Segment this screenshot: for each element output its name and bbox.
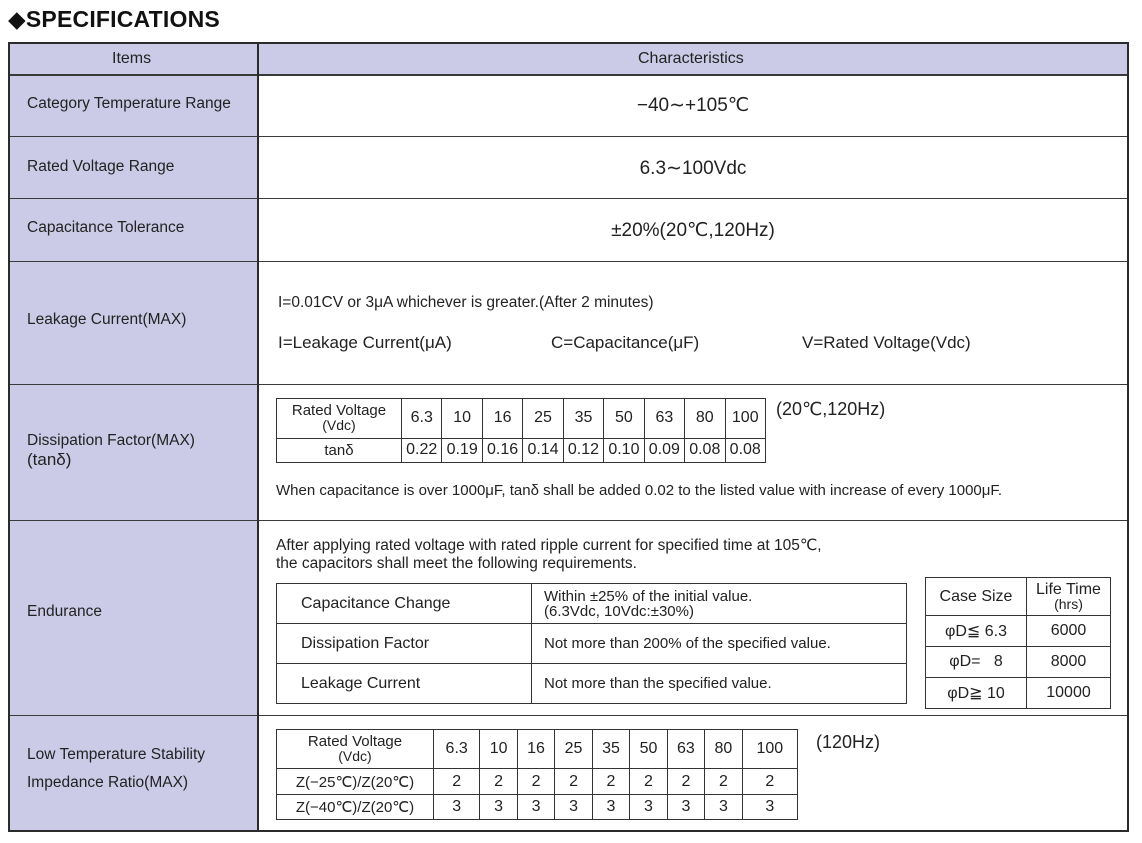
category-temperature-value: −40∼+105℃ [636, 95, 750, 116]
endurance-intro-1: After applying rated voltage with rated ripple current for specified time at 105℃, [276, 537, 822, 554]
tan-value-cell: 0.12 [563, 438, 603, 462]
lt-row1-cell: 2 [480, 769, 517, 794]
tan-value-cell: 0.16 [482, 438, 522, 462]
capacitance-tolerance-label: Capacitance Tolerance [27, 219, 185, 236]
lt-voltage-cell: 50 [630, 730, 667, 769]
low-temp-table [276, 729, 798, 820]
life-time-header: Life Time [1036, 580, 1101, 598]
dissipation-factor-label: Dissipation Factor(MAX) [27, 432, 195, 449]
tan-value-cell: 0.19 [442, 438, 482, 462]
endurance-item-cell: Capacitance Change [277, 584, 532, 624]
life-time-header-cell [1027, 578, 1111, 616]
characteristics-header: Characteristics [638, 50, 744, 67]
lt-row2-cell: 3 [434, 794, 480, 819]
case-size-header: Case Size [926, 578, 1027, 616]
endurance-spec: Within ±25% of the initial value. [544, 587, 753, 605]
tan-value-cell: 0.10 [604, 438, 644, 462]
voltage-cell: 35 [563, 399, 603, 439]
lt-row2-cell: 3 [667, 794, 704, 819]
voltage-cell: 80 [685, 399, 725, 439]
endurance-spec-cell [532, 584, 907, 624]
lt-row2-cell: 3 [555, 794, 592, 819]
leakage-def-i: I=Leakage Current(μA) [278, 333, 452, 352]
lt-row2-cell: 3 [480, 794, 517, 819]
lt-rated-voltage-header-cell [277, 730, 434, 769]
lt-voltage-cell: 10 [480, 730, 517, 769]
lt-voltage-cell: 25 [555, 730, 592, 769]
dissipation-factor-label-tan: (tanδ) [27, 450, 72, 469]
lt-row2-cell: 3 [592, 794, 629, 819]
lt-voltage-cell: 80 [705, 730, 742, 769]
rated-voltage-header-cell [277, 399, 402, 439]
dissipation-condition: (20℃,120Hz) [776, 399, 886, 419]
tan-label-cell: tanδ [277, 438, 402, 462]
rated-voltage-unit: (Vdc) [322, 417, 356, 434]
tan-value-cell: 0.14 [523, 438, 563, 462]
endurance-spec-note: (6.3Vdc, 10Vdc:±30%) [544, 602, 694, 620]
dissipation-table [276, 398, 766, 463]
life-time-unit: (hrs) [1054, 595, 1083, 612]
leakage-def-c: C=Capacitance(μF) [551, 333, 700, 352]
tan-value-cell: 0.22 [402, 438, 442, 462]
capacitance-tolerance-value: ±20%(20℃,120Hz) [611, 220, 775, 241]
voltage-cell: 25 [523, 399, 563, 439]
endurance-label: Endurance [27, 603, 102, 620]
lt-row1-cell: 2 [742, 769, 797, 794]
rated-voltage-value: 6.3∼100Vdc [639, 158, 747, 179]
endurance-spec-cell: Not more than the specified value. [532, 664, 907, 704]
voltage-cell: 63 [644, 399, 684, 439]
leakage-def-v: V=Rated Voltage(Vdc) [802, 333, 971, 352]
voltage-cell: 100 [725, 399, 766, 439]
life-hours-cell: 8000 [1027, 647, 1111, 678]
low-temp-label-2: Impedance Ratio(MAX) [27, 774, 189, 791]
lt-voltage-cell: 6.3 [434, 730, 480, 769]
category-temperature-label: Category Temperature Range [27, 95, 231, 112]
lt-row1-cell: 2 [630, 769, 667, 794]
leakage-current-label: Leakage Current(MAX) [27, 311, 187, 328]
voltage-cell: 50 [604, 399, 644, 439]
lt-voltage-cell: 63 [667, 730, 704, 769]
lt-row2-cell: 3 [705, 794, 742, 819]
case-size-cell: φD≦ 6.3 [926, 616, 1027, 647]
lt-row2-cell: 3 [630, 794, 667, 819]
life-time-table [925, 577, 1111, 709]
case-size-cell: φD≧ 10 [926, 678, 1027, 709]
endurance-spec-cell: Not more than 200% of the specified value. [532, 624, 907, 664]
lt-voltage-cell: 35 [592, 730, 629, 769]
items-header: Items [112, 50, 152, 67]
voltage-cell: 16 [482, 399, 522, 439]
page-title: ◆SPECIFICATIONS [8, 6, 220, 32]
lt-row1-label: Z(−25℃)/Z(20℃) [277, 769, 434, 794]
rated-voltage-header: Rated Voltage [291, 402, 387, 420]
lt-row2-cell: 3 [742, 794, 797, 819]
endurance-item-cell: Leakage Current [277, 664, 532, 704]
low-temp-condition: (120Hz) [816, 732, 881, 752]
lt-voltage-cell: 16 [517, 730, 554, 769]
rated-voltage-label: Rated Voltage Range [27, 158, 175, 175]
lt-voltage-cell: 100 [742, 730, 797, 769]
lt-rated-voltage-header: Rated Voltage [307, 733, 403, 751]
tan-value-cell: 0.08 [685, 438, 725, 462]
low-temp-label: Low Temperature Stability [27, 746, 206, 763]
tan-value-cell: 0.09 [644, 438, 684, 462]
life-hours-cell: 6000 [1027, 616, 1111, 647]
lt-row1-cell: 2 [555, 769, 592, 794]
lt-row1-cell: 2 [517, 769, 554, 794]
lt-rated-voltage-unit: (Vdc) [338, 748, 372, 765]
endurance-intro-2: the capacitors shall meet the following requirements. [276, 555, 637, 572]
voltage-cell: 10 [442, 399, 482, 439]
lt-row1-cell: 2 [705, 769, 742, 794]
dissipation-note: When capacitance is over 1000μF, tanδ shall be added 0.02 to the listed value with increase of every 1000μF. [276, 482, 1003, 499]
tan-value-cell: 0.08 [725, 438, 766, 462]
lt-row1-cell: 2 [434, 769, 480, 794]
lt-row1-cell: 2 [592, 769, 629, 794]
voltage-cell: 6.3 [402, 399, 442, 439]
endurance-item-cell: Dissipation Factor [277, 624, 532, 664]
lt-row2-cell: 3 [517, 794, 554, 819]
case-size-cell: φD= 8 [926, 647, 1027, 678]
life-hours-cell: 10000 [1027, 678, 1111, 709]
lt-row2-label: Z(−40℃)/Z(20℃) [277, 794, 434, 819]
lt-row1-cell: 2 [667, 769, 704, 794]
endurance-table [276, 583, 907, 704]
leakage-formula: I=0.01CV or 3μA whichever is greater.(After 2 minutes) [278, 294, 654, 311]
